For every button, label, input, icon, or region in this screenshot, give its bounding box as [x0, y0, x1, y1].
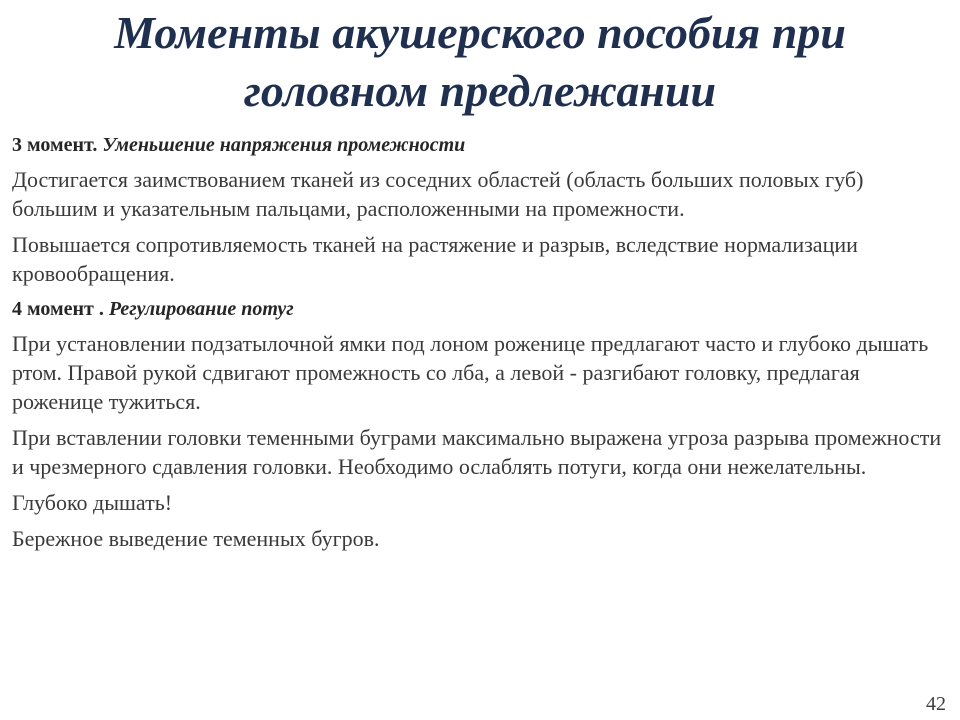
- slide-content: [12, 131, 942, 560]
- moment-4-label: 4 момент .: [12, 298, 104, 320]
- moment-3-paragraph-2: Повышается сопротивляемость тканей на растяжение и разрыв, вследствие нормализации кровообращения.: [12, 232, 858, 286]
- moment-4-paragraph-2: При вставлении головки теменными буграми максимально выражена угроза разрыва промежности и чрезмерного сдавления головки. Необходимо ослаблять потуги, когда они нежелательны.: [12, 425, 942, 479]
- slide-title-line-1: Моменты акушерского пособия при: [114, 7, 846, 58]
- moment-4-paragraph-1: При установлении подзатылочной ямки под лоном роженице предлагают часто и глубоко дышать ртом. Правой рукой сдвигают промежность со лба, а левой - разгибают головку, предлагая роженице тужиться.: [12, 331, 929, 414]
- moment-3-label: 3 момент.: [12, 134, 98, 156]
- moment-4-paragraph-4: Бережное выведение теменных бугров.: [12, 526, 380, 551]
- moment-3-heading: [12, 131, 942, 160]
- moment-3-topic: Уменьшение напряжения промежности: [102, 134, 466, 156]
- moment-4-topic: Регулирование потуг: [108, 298, 294, 320]
- slide-title: [20, 4, 940, 120]
- slide-title-line-2: головном предлежании: [243, 65, 717, 116]
- moment-4-paragraph-3: Глубоко дышать!: [12, 490, 173, 515]
- page-number: 42: [926, 693, 946, 715]
- moment-3-paragraph-1: Достигается заимствованием тканей из соседних областей (область больших половых губ) большим и указательным пальцами, расположенными на промежности.: [12, 167, 864, 221]
- moment-4-heading: [12, 295, 942, 324]
